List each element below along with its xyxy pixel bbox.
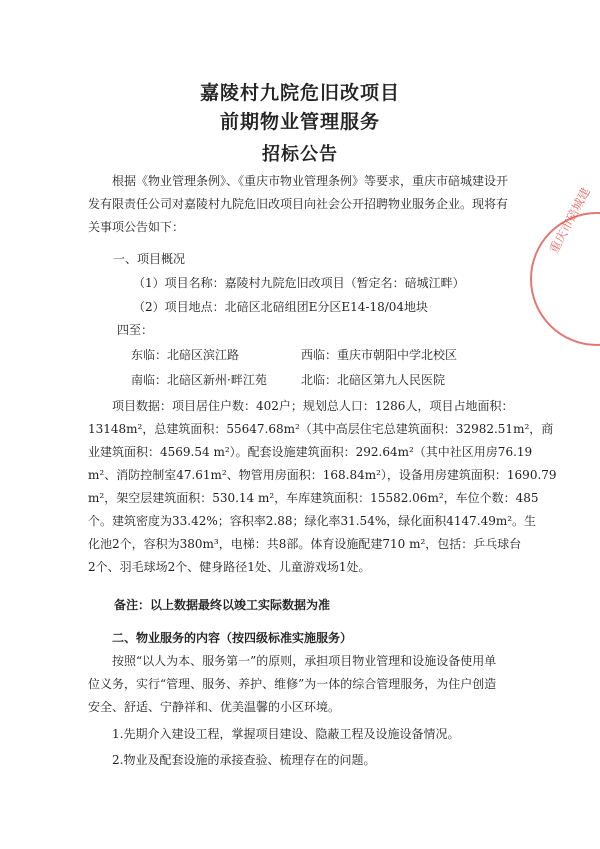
- data-line-2: 13148m²，总建筑面积：55647.68m²（其中高层住宅总建筑面积：32982.51m²，商: [88, 422, 554, 436]
- intro-line-3: 关事项公告如下：: [88, 220, 185, 234]
- service-item-1: 1.先期介入建设工程，掌握项目建设、隐蔽工程及设施设备情况。: [112, 727, 460, 741]
- boundary-label: 四至：: [117, 323, 154, 337]
- title-line-1: 嘉陵村九院危旧改项目: [199, 82, 400, 104]
- data-line-5: m²，架空层建筑面积：530.14 m²，车库建筑面积：15582.06m²，车位个数：485: [88, 491, 539, 505]
- data-line-6: 个。建筑密度为33.42%；容积率2.88；绿化率31.54%，绿化面积4147.49m²。生: [88, 514, 537, 528]
- side-seal-icon: [584, 620, 598, 740]
- boundary-east: 东临：北碚区滨江路: [131, 348, 240, 362]
- project-name: （1）项目名称：嘉陵村九院危旧改项目（暂定名：碚城江畔）: [133, 276, 465, 290]
- data-line-4: m²、消防控制室47.61m²、物管用房面积：168.84m²），设备用房建筑面积：1690.79: [88, 468, 557, 482]
- data-line-3: 业建筑面积：4569.54 m²）。配套设施建筑面积：292.64m²（其中社区用房76.19: [88, 445, 533, 459]
- data-line-7: 化池2个，容积为380m³，电梯：共8部。体育设施配建710 m²，包括：乒乓球台: [88, 537, 522, 551]
- title-line-2: 前期物业管理服务: [219, 111, 380, 133]
- boundary-west: 西临：重庆市朝阳中学北校区: [301, 348, 458, 362]
- section2-heading: 二、物业服务的内容（按四级标准实施服务）: [112, 631, 353, 645]
- project-location: （2）项目地点：北碚区北碚组团E分区E14-18/04地块: [133, 300, 429, 314]
- section2-line-2: 位义务，实行“管理、服务、养护、维修”为一体的综合管理服务，为住户创造: [88, 677, 497, 691]
- intro-line-2: 发有限责任公司对嘉陵村九院危旧改项目向社会公开招聘物业服务企业。现将有: [88, 197, 509, 211]
- note-line: 备注：以上数据最终以竣工实际数据为准: [114, 598, 331, 612]
- data-line-8: 2个、羽毛球场2个、健身路径1处、儿童游戏场1处。: [88, 560, 371, 574]
- boundary-north: 北临：北碚区第九人民医院: [301, 373, 446, 387]
- boundary-south: 南临：北碚区新州·畔江苑: [131, 373, 267, 387]
- section2-line-1: 按照“以人为本、服务第一”的原则，承担项目物业管理和设施设备使用单: [112, 654, 497, 668]
- title-line-3: 招标公告: [262, 144, 338, 165]
- section1-heading: 一、项目概况: [113, 252, 186, 266]
- official-seal-text: 重庆市碚城建: [546, 185, 593, 256]
- data-line-1: 项目数据：项目居住户数：402户；规划总人口：1286人，项目占地面积：: [112, 399, 514, 413]
- section2-line-3: 安全、舒适、宁静祥和、优美温馨的小区环境。: [88, 700, 341, 714]
- intro-line-1: 根据《物业管理条例》、《重庆市物业管理条例》等要求，重庆市碚城建设开: [112, 174, 509, 188]
- service-item-2: 2.物业及配套设施的承接查验、梳理存在的问题。: [112, 753, 376, 767]
